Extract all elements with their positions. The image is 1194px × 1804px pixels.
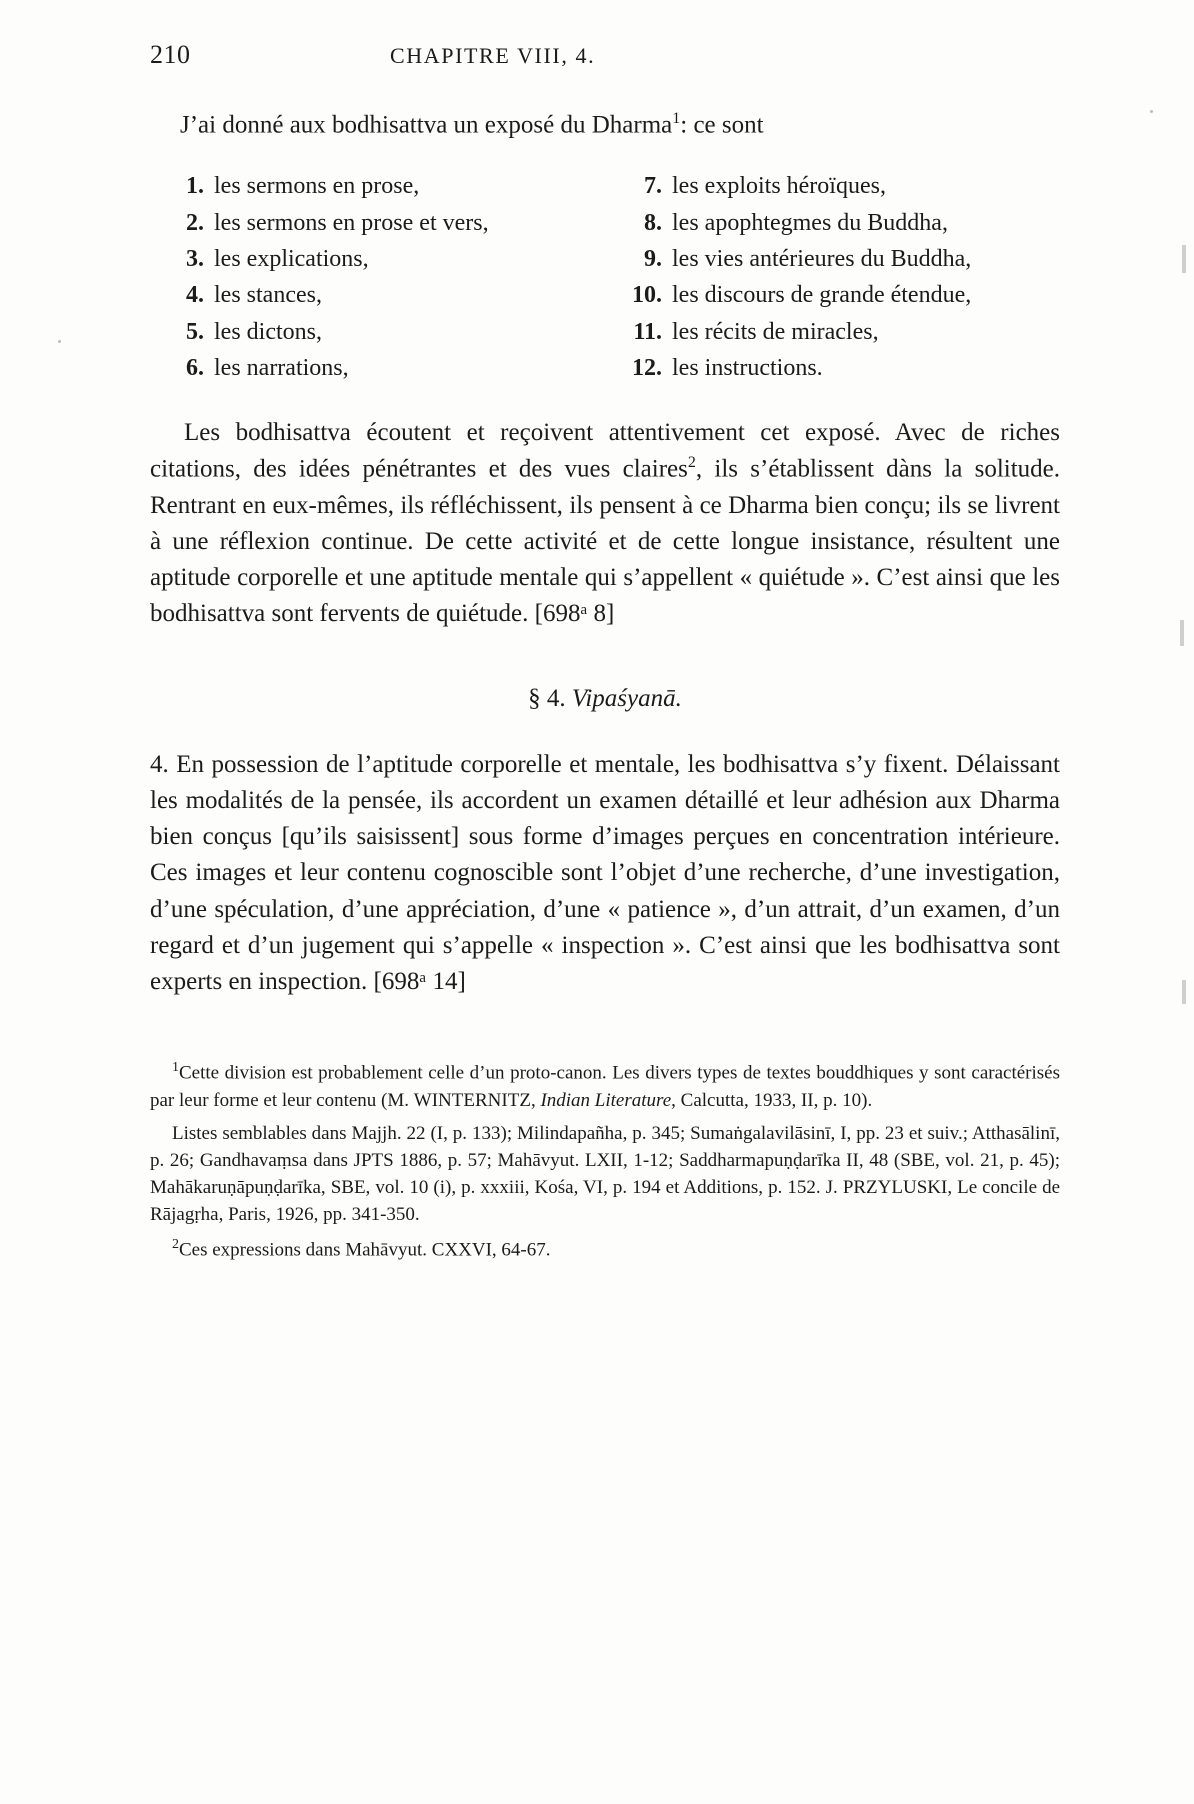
list-column-right bbox=[610, 168, 1060, 387]
list-item-label: les dictons, bbox=[214, 318, 322, 345]
footnote-2-mark: 2 bbox=[172, 1236, 179, 1252]
list-item-number: 10. bbox=[632, 282, 662, 309]
list-item bbox=[160, 314, 610, 350]
list-item-label: les sermons en prose, bbox=[214, 173, 420, 200]
list-item-number: 1. bbox=[186, 173, 204, 200]
list-item-number: 8. bbox=[644, 209, 662, 236]
page-number: 210 bbox=[150, 40, 191, 69]
scan-speck bbox=[1150, 110, 1153, 113]
list-item-label: les sermons en prose et vers, bbox=[214, 209, 489, 236]
paragraph-1-part-a: Les bodhisattva écoutent et reçoivent attentivement cet exposé. Avec de riches citations, des idées pénétrantes et des vues claires bbox=[150, 418, 1060, 483]
list-item-number: 9. bbox=[644, 246, 662, 273]
list-item-label: les exploits héroïques, bbox=[672, 173, 886, 200]
footnote-1-mark: 1 bbox=[172, 1060, 179, 1076]
scan-speck bbox=[58, 340, 61, 343]
list-item bbox=[610, 205, 1060, 241]
footnote-1-line-1: Cette division est probablement celle d’un proto-canon. Les divers types de textes bouddhiques y sont caractérisés par leur forme et leur contenu (M. bbox=[150, 1062, 1060, 1111]
running-head: CHAPITRE VIII, 4. bbox=[390, 43, 596, 68]
lead-tail: : ce sont bbox=[680, 111, 764, 139]
list-item-label: les explications, bbox=[214, 246, 369, 273]
list-item-number: 2. bbox=[186, 209, 204, 236]
footnote-1-line-3: , Calcutta, 1933, II, p. 10). bbox=[671, 1089, 873, 1111]
list-item bbox=[610, 350, 1060, 386]
footnote-1-line-2: , bbox=[530, 1089, 541, 1111]
list-item-label: les apophtegmes du Buddha, bbox=[672, 209, 948, 236]
section-title-text: Vipaśyanā. bbox=[571, 684, 682, 712]
footnote-1 bbox=[150, 1058, 1060, 1114]
list-item bbox=[160, 241, 610, 277]
list-item-label: les vies antérieures du Buddha, bbox=[672, 246, 972, 273]
list-item-label: les discours de grande étendue, bbox=[672, 282, 972, 309]
list-item bbox=[610, 277, 1060, 313]
scan-edge-mark bbox=[1182, 980, 1186, 1004]
scan-edge-mark bbox=[1180, 620, 1184, 646]
list-item-number: 11. bbox=[633, 318, 662, 345]
footnote-references bbox=[150, 1121, 1060, 1229]
lead-paragraph bbox=[150, 108, 1060, 142]
page-header bbox=[150, 40, 1060, 80]
lead-text: J’ai donné aux bodhisattva un exposé du Dharma bbox=[180, 111, 673, 139]
list-item bbox=[610, 168, 1060, 204]
scan-edge-mark bbox=[1182, 245, 1186, 273]
list-item bbox=[160, 205, 610, 241]
list-item bbox=[610, 314, 1060, 350]
footnote-1-author: WINTERNITZ bbox=[413, 1089, 531, 1111]
list-item-number: 3. bbox=[186, 246, 204, 273]
list-item-label: les récits de miracles, bbox=[672, 318, 879, 345]
page-content bbox=[150, 40, 1060, 1264]
list-item-number: 5. bbox=[186, 318, 204, 345]
footnotes-block bbox=[150, 1058, 1060, 1263]
footnote-2-text: Ces expressions dans Mahāvyut. CXXVI, 64-67. bbox=[179, 1238, 551, 1260]
body-paragraph-2 bbox=[150, 747, 1060, 1001]
footnote-2 bbox=[150, 1235, 1060, 1264]
lead-footnote-mark: 1 bbox=[672, 110, 681, 127]
list-item bbox=[160, 350, 610, 386]
list-item-label: les narrations, bbox=[214, 355, 349, 382]
list-column-left bbox=[160, 168, 610, 387]
section-heading bbox=[150, 685, 1060, 713]
list-item-label: les stances, bbox=[214, 282, 322, 309]
footnote-references-text: Listes semblables dans Majjh. 22 (I, p. 133); Milindapañha, p. 345; Sumaṅgalavilāsinī, I, pp. 23 et suiv.; Atthasālinī, p. 26; Gandhavaṃsa dans JPTS 1886, p. 57; Mahāvyut. LXII, 1-12; Saddharmapuṇḍarīka II, 48 (SBE, vol. 21, p. 45); Mahākaruṇāpuṇḍarīka, SBE, vol. 10 (i), p. xxxiii, Kośa, VI, p. 194 et Additions, p. 152. J. PRZYLUSKI, Le concile de Rājagṛha, Paris, 1926, pp. 341-350. bbox=[150, 1122, 1060, 1225]
list-item-number: 7. bbox=[644, 173, 662, 200]
twelve-angas-list bbox=[150, 168, 1060, 387]
list-item bbox=[610, 241, 1060, 277]
footnote-1-work: Indian Literature bbox=[540, 1089, 672, 1111]
list-item bbox=[160, 277, 610, 313]
list-item-number: 6. bbox=[186, 355, 204, 382]
paragraph-1-part-b: , ils s’établissent dàns la solitude. Rentrant en eux-mêmes, ils réfléchissent, ils pensent à ce Dharma bien conçu; ils se livrent à une réflexion continue. De cette activité et de cette longue insistance, résultent une aptitude corporelle et une aptitude mentale qui s’appellent « quiétude ». C’est ainsi que les bodhisattva sont fervents de quiétude. [698ᵃ 8] bbox=[150, 455, 1061, 628]
section-number: § 4. bbox=[528, 684, 566, 712]
list-item-number: 12. bbox=[632, 355, 662, 382]
list-item-label: les instructions. bbox=[672, 355, 823, 382]
paragraph-1-footnote-mark: 2 bbox=[687, 454, 696, 472]
paragraph-2-text: 4. En possession de l’aptitude corporelle et mentale, les bodhisattva s’y fixent. Délaissant les modalités de la pensée, ils accordent un examen détaillé et leur adhésion aux Dharma bien conçus [qu’ils saisissent] sous forme d’images perçues en concentration intérieure. Ces images et leur contenu cognoscible sont l’objet d’une recherche, d’une investigation, d’une spéculation, d’une appréciation, d’une « patience », d’un attrait, d’un examen, d’un regard et d’un jugement qui s’appelle « inspection ». C’est ainsi que les bodhisattva sont experts en inspection. [698ᵃ 14] bbox=[150, 750, 1060, 996]
list-item bbox=[160, 168, 610, 204]
body-paragraph-1 bbox=[150, 415, 1060, 633]
list-item-number: 4. bbox=[186, 282, 204, 309]
